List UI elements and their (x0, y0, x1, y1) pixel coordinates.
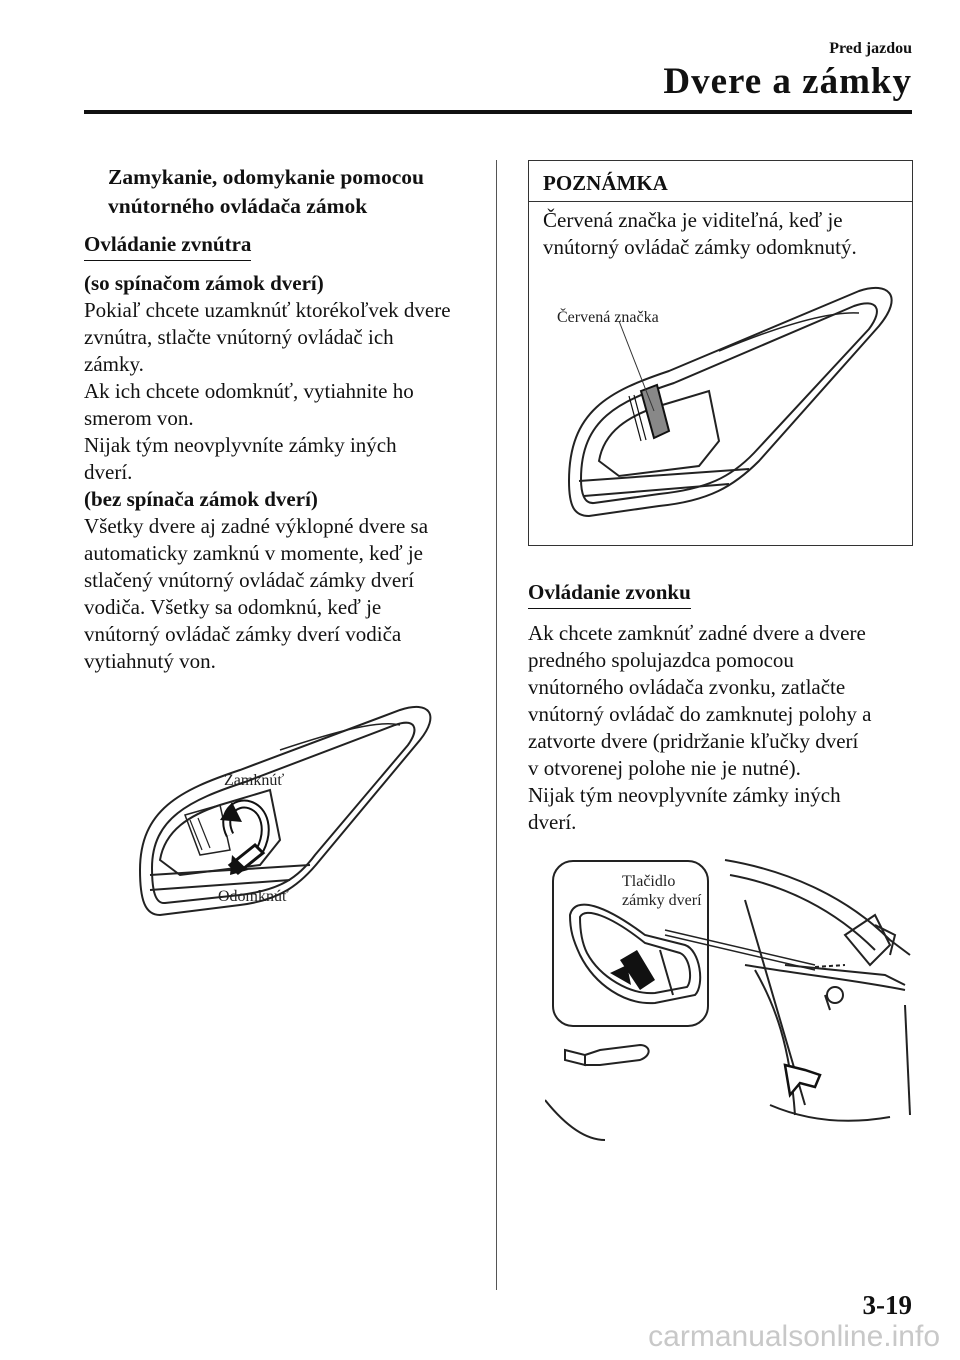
para-line: vnútorného ovládača zvonku, zatlačte (528, 675, 846, 699)
para-line: Ak ich chcete odomknúť, vytiahnite ho (84, 379, 414, 403)
para-line: vnútorný ovládač zámky dverí vodiča (84, 622, 402, 646)
note-box (528, 160, 913, 546)
para-line: Ak chcete zamknúť zadné dvere a dvere (528, 621, 866, 645)
watermark: carmanualsonline.info (648, 1320, 940, 1353)
para-line: predného spolujazdca pomocou (528, 648, 794, 672)
note-title: POZNÁMKA (543, 171, 668, 195)
note-text (543, 207, 903, 261)
para-line: smerom von. (84, 406, 194, 430)
main-heading (108, 163, 424, 221)
para-line: vytiahnutý von. (84, 649, 216, 673)
header-rule (84, 110, 912, 114)
red-mark-icon (629, 385, 669, 441)
page-number: 3-19 (862, 1290, 912, 1320)
unlock-label: Odomknúť (218, 888, 289, 905)
para-line: zatvorte dvere (pridržanie kľučky dverí (528, 729, 859, 753)
note-line: Červená značka je viditeľná, keď je (543, 208, 843, 232)
para-line: dverí. (528, 810, 577, 834)
main-heading-line: Zamykanie, odomykanie pomocou (108, 165, 424, 189)
door-lock-button-label (622, 872, 702, 910)
section-label: Pred jazdou (829, 40, 912, 57)
left-body (84, 270, 484, 675)
para-line: v otvorenej polohe nie je nutné). (528, 756, 801, 780)
para-line: automaticky zamknú v momente, keď je (84, 541, 423, 565)
lock-arrow-icon (220, 802, 265, 850)
para-title: (so spínačom zámok dverí) (84, 271, 324, 295)
right-body (528, 620, 918, 836)
subheading-outside-text: Ovládanie zvonku (528, 580, 691, 609)
subheading-inside-text: Ovládanie zvnútra (84, 232, 251, 261)
note-rule (529, 201, 912, 202)
unlock-arrow-icon (230, 845, 263, 875)
para-line: Nijak tým neovplyvníte zámky iných (84, 433, 397, 457)
para-title: (bez spínača zámok dverí) (84, 487, 318, 511)
para-line: Všetky dvere aj zadné výklopné dvere sa (84, 514, 429, 538)
door-edge-arrow-icon (785, 1065, 820, 1095)
para-line: vodiča. Všetky sa odomknú, keď je (84, 595, 382, 619)
red-mark-label: Červená značka (557, 309, 659, 326)
label-line: Tlačidlo (622, 873, 676, 890)
lock-label: Zamknúť (224, 772, 285, 789)
para-line: stlačený vnútorný ovládač zámky dverí (84, 568, 415, 592)
para-line: zvnútra, stlačte vnútorný ovládač ich (84, 325, 394, 349)
column-divider (496, 160, 497, 1290)
label-line: zámky dverí (622, 892, 702, 909)
subheading-inside (84, 232, 251, 261)
car-door-figure (545, 855, 915, 1145)
main-heading-line: vnútorného ovládača zámok (108, 194, 368, 218)
para-line: dverí. (84, 460, 133, 484)
subheading-outside (528, 580, 691, 609)
para-line: Nijak tým neovplyvníte zámky iných (528, 783, 841, 807)
para-line: zámky. (84, 352, 144, 376)
para-line: Pokiaľ chcete uzamknúť ktorékoľvek dvere (84, 298, 451, 322)
page-title: Dvere a zámky (663, 61, 912, 102)
note-line: vnútorný ovládač zámky odomknutý. (543, 235, 857, 259)
para-line: vnútorný ovládač do zamknutej polohy a (528, 702, 872, 726)
